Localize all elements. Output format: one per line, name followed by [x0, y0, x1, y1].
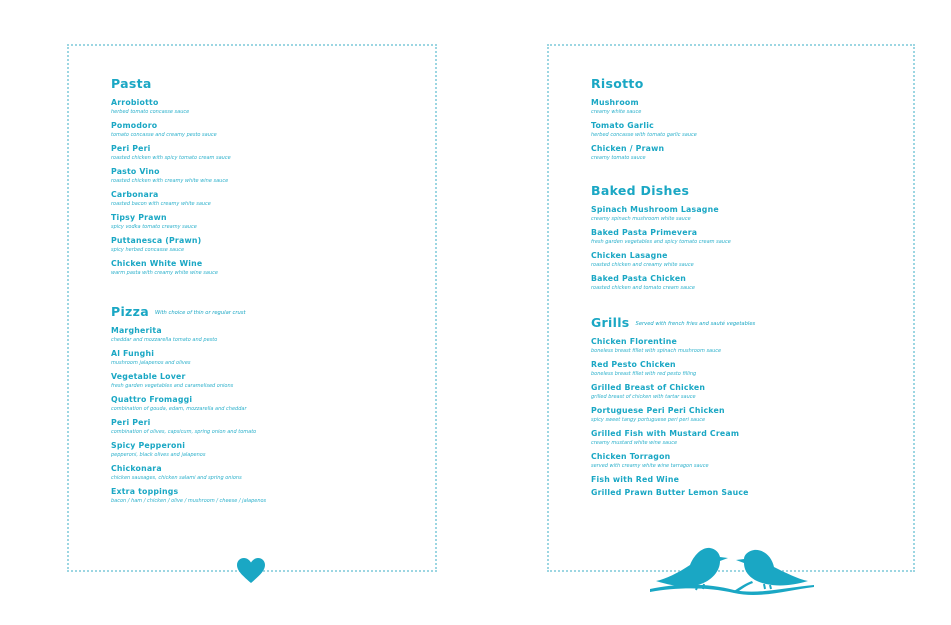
item-name: Pomodoro — [111, 121, 158, 130]
item-desc: fresh garden vegetables and caramelised onions — [111, 383, 234, 389]
menu-item — [111, 372, 425, 390]
item-desc: chicken sausages, chicken salami and spring onions — [111, 475, 242, 481]
item-name: Vegetable Lover — [111, 372, 186, 381]
menu-item — [591, 251, 903, 269]
menu-item — [591, 475, 903, 485]
item-desc: herbed tomato concasse sauce — [111, 109, 190, 115]
item-desc: herbed concasse with tomato garlic sauce — [591, 132, 697, 138]
item-desc: creamy mustard white wine sauce — [591, 440, 678, 446]
menu-item — [591, 337, 903, 355]
menu-page-left — [67, 44, 437, 572]
menu-item — [591, 205, 903, 223]
item-desc: creamy white sauce — [591, 109, 642, 115]
item-name: Spicy Pepperoni — [111, 441, 186, 450]
item-name: Tomato Garlic — [591, 121, 654, 130]
item-desc: warm pasta with creamy white wine sauce — [111, 270, 218, 276]
item-name: Chicken Torragon — [591, 452, 671, 461]
item-desc: roasted chicken and tomato cream sauce — [591, 285, 695, 291]
item-name: Baked Pasta Primevera — [591, 228, 698, 237]
item-name: Mushroom — [591, 98, 639, 107]
item-desc: roasted chicken with creamy white wine sauce — [111, 178, 229, 184]
menu-item — [111, 487, 425, 505]
item-desc: boneless breast fillet with spinach mushroom sauce — [591, 348, 722, 354]
item-desc: fresh garden vegetables and spicy tomato cream sauce — [591, 239, 731, 245]
item-name: Fish with Red Wine — [591, 475, 680, 484]
menu-item — [111, 326, 425, 344]
menu-item — [591, 452, 903, 470]
item-name: Red Pesto Chicken — [591, 360, 676, 369]
item-desc: creamy spinach mushroom white sauce — [591, 216, 691, 222]
menu-item — [111, 213, 425, 231]
item-name: Arrobiotto — [111, 98, 159, 107]
menu-item — [111, 121, 425, 139]
menu-item — [591, 383, 903, 401]
item-desc: cheddar and mozzarella tomato and pesto — [111, 337, 218, 343]
item-name: Grilled Fish with Mustard Cream — [591, 429, 740, 438]
item-desc: mushroom jalapenos and olives — [111, 360, 191, 366]
section-spacer — [111, 282, 425, 304]
menu-column-right — [591, 76, 903, 503]
section-note-pizza: With choice of thin or regular crust — [154, 310, 246, 316]
item-desc: spicy vodka tomato creamy sauce — [111, 224, 197, 230]
item-name: Quattro Fromaggi — [111, 395, 193, 404]
item-desc: spicy herbed concasse sauce — [111, 247, 185, 253]
section-pasta — [111, 76, 425, 277]
item-name: Grilled Breast of Chicken — [591, 383, 706, 392]
item-name: Carbonara — [111, 190, 159, 199]
item-name: Spinach Mushroom Lasagne — [591, 205, 719, 214]
item-name: Pasto Vino — [111, 167, 160, 176]
item-name: Extra toppings — [111, 487, 179, 496]
menu-item — [591, 406, 903, 424]
item-name: Peri Peri — [111, 418, 151, 427]
item-desc: creamy tomato sauce — [591, 155, 646, 161]
section-title-risotto: Risotto — [591, 76, 644, 91]
section-baked-dishes — [591, 183, 903, 292]
menu-item — [591, 121, 903, 139]
section-pizza — [111, 304, 425, 505]
section-spacer — [591, 167, 903, 183]
item-name: Margherita — [111, 326, 162, 335]
section-title-grills: Grills Served with french fries and sauté vegetables — [591, 315, 756, 330]
item-name: Chicken / Prawn — [591, 144, 665, 153]
menu-item — [111, 236, 425, 254]
item-name: Chickonara — [111, 464, 162, 473]
menu-item — [591, 488, 903, 498]
menu-item — [591, 360, 903, 378]
menu-item — [591, 228, 903, 246]
section-title-pasta: Pasta — [111, 76, 152, 91]
menu-item — [111, 395, 425, 413]
item-name: Grilled Prawn Butter Lemon Sauce — [591, 488, 749, 497]
menu-item — [591, 274, 903, 292]
item-name: Baked Pasta Chicken — [591, 274, 687, 283]
menu-column-left — [111, 76, 425, 510]
item-name: Portuguese Peri Peri Chicken — [591, 406, 725, 415]
item-name: Chicken Lasagne — [591, 251, 668, 260]
section-risotto — [591, 76, 903, 162]
item-desc: roasted chicken and creamy white sauce — [591, 262, 694, 268]
item-desc: boneless breast fillet with red pesto filling — [591, 371, 697, 377]
item-name: Peri Peri — [111, 144, 151, 153]
menu-item — [111, 349, 425, 367]
item-desc: spicy sweet tangy portuguese peri peri sauce — [591, 417, 706, 423]
section-title-baked-dishes: Baked Dishes — [591, 183, 690, 198]
menu-item — [111, 190, 425, 208]
item-desc: pepperoni, black olives and jalapenos — [111, 452, 206, 458]
menu-item — [591, 144, 903, 162]
section-title-pizza: Pizza With choice of thin or regular crust — [111, 304, 246, 319]
item-name: Al Funghi — [111, 349, 155, 358]
item-name: Chicken Florentine — [591, 337, 677, 346]
item-name: Tipsy Prawn — [111, 213, 167, 222]
item-desc: roasted bacon with creamy white sauce — [111, 201, 211, 207]
item-name: Puttanesca (Prawn) — [111, 236, 202, 245]
item-desc: grilled breast of chicken with tartar sauce — [591, 394, 696, 400]
menu-item — [111, 98, 425, 116]
item-desc: combination of gouda, edam, mozzarella and cheddar — [111, 406, 247, 412]
heart-icon — [237, 558, 265, 584]
birds-on-branch-icon — [648, 543, 816, 599]
menu-page-right — [547, 44, 915, 572]
menu-item — [111, 259, 425, 277]
menu-item — [111, 418, 425, 436]
menu-item — [591, 429, 903, 447]
item-desc: combination of olives, capsicum, spring onion and tomato — [111, 429, 257, 435]
item-desc: served with creamy white wine tarragon sauce — [591, 463, 709, 469]
menu-item — [111, 464, 425, 482]
menu-item — [111, 144, 425, 162]
item-desc: bacon / ham / chicken / olive / mushroom / cheese / jalapenos — [111, 498, 267, 504]
section-note-grills: Served with french fries and sauté vegetables — [635, 321, 756, 327]
item-name: Chicken White Wine — [111, 259, 203, 268]
menu-item — [111, 441, 425, 459]
item-desc: roasted chicken with spicy tomato cream sauce — [111, 155, 231, 161]
menu-item — [591, 98, 903, 116]
menu-item — [111, 167, 425, 185]
item-desc: tomato concasse and creamy pesto sauce — [111, 132, 217, 138]
section-grills — [591, 315, 903, 498]
section-spacer — [591, 297, 903, 315]
